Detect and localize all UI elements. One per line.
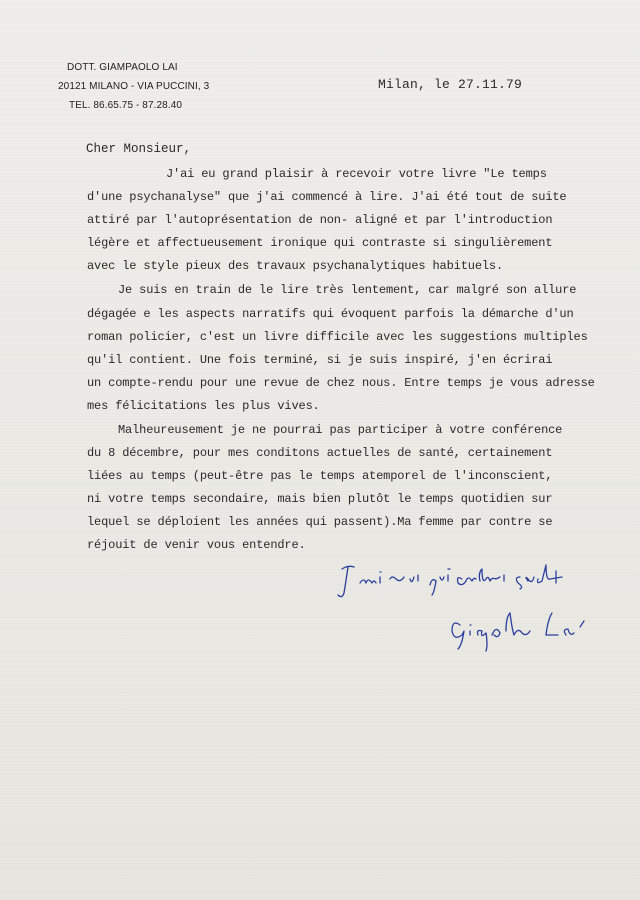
body-line: mes félicitations les plus vives.	[87, 399, 320, 413]
body-line: liées au temps (peut-être pas le temps atemporel de l'inconscient,	[87, 469, 553, 483]
body-line: attiré par l'autoprésentation de non- aligné et par l'introduction	[87, 213, 553, 227]
letterhead-name: DOTT. GIAMPAOLO LAI	[67, 62, 178, 73]
salutation: Cher Monsieur,	[86, 142, 192, 156]
body-line: ni votre temps secondaire, mais bien plutôt le temps quotidien sur	[87, 492, 553, 506]
handwritten-signature	[330, 555, 610, 665]
body-line: lequel se déploient les années qui passent).Ma femme par contre se	[87, 515, 553, 529]
letterhead-address: 20121 MILANO - VIA PUCCINI, 3	[58, 81, 210, 92]
body-line: Je suis en train de le lire très lentement, car malgré son allure	[118, 283, 577, 297]
letter-date: Milan, le 27.11.79	[378, 77, 523, 92]
body-line: qu'il contient. Une fois terminé, si je suis inspiré, j'en écrirai	[87, 353, 553, 367]
body-line: J'ai eu grand plaisir à recevoir votre livre "Le temps	[166, 167, 547, 181]
body-line: réjouit de venir vous entendre.	[87, 538, 306, 552]
body-line: du 8 décembre, pour mes conditons actuelles de santé, certainement	[87, 446, 553, 460]
body-line: d'une psychanalyse" que j'ai commencé à lire. J'ai été tout de suite	[87, 190, 567, 204]
body-line: roman policier, c'est un livre difficile avec les suggestions multiples	[87, 330, 588, 344]
letterhead	[58, 58, 209, 115]
letterhead-phone: TEL. 86.65.75 - 87.28.40	[69, 100, 183, 111]
body-line: un compte-rendu pour une revue de chez nous. Entre temps je vous adresse	[87, 376, 595, 390]
body-line: Malheureusement je ne pourrai pas participer à votre conférence	[118, 423, 563, 437]
body-line: légère et affectueusement ironique qui contraste si singulièrement	[87, 236, 553, 250]
body-line: avec le style pieux des travaux psychanalytiques habituels.	[87, 259, 504, 273]
body-line: dégagée e les aspects narratifs qui évoquent parfois la démarche d'un	[87, 307, 574, 321]
